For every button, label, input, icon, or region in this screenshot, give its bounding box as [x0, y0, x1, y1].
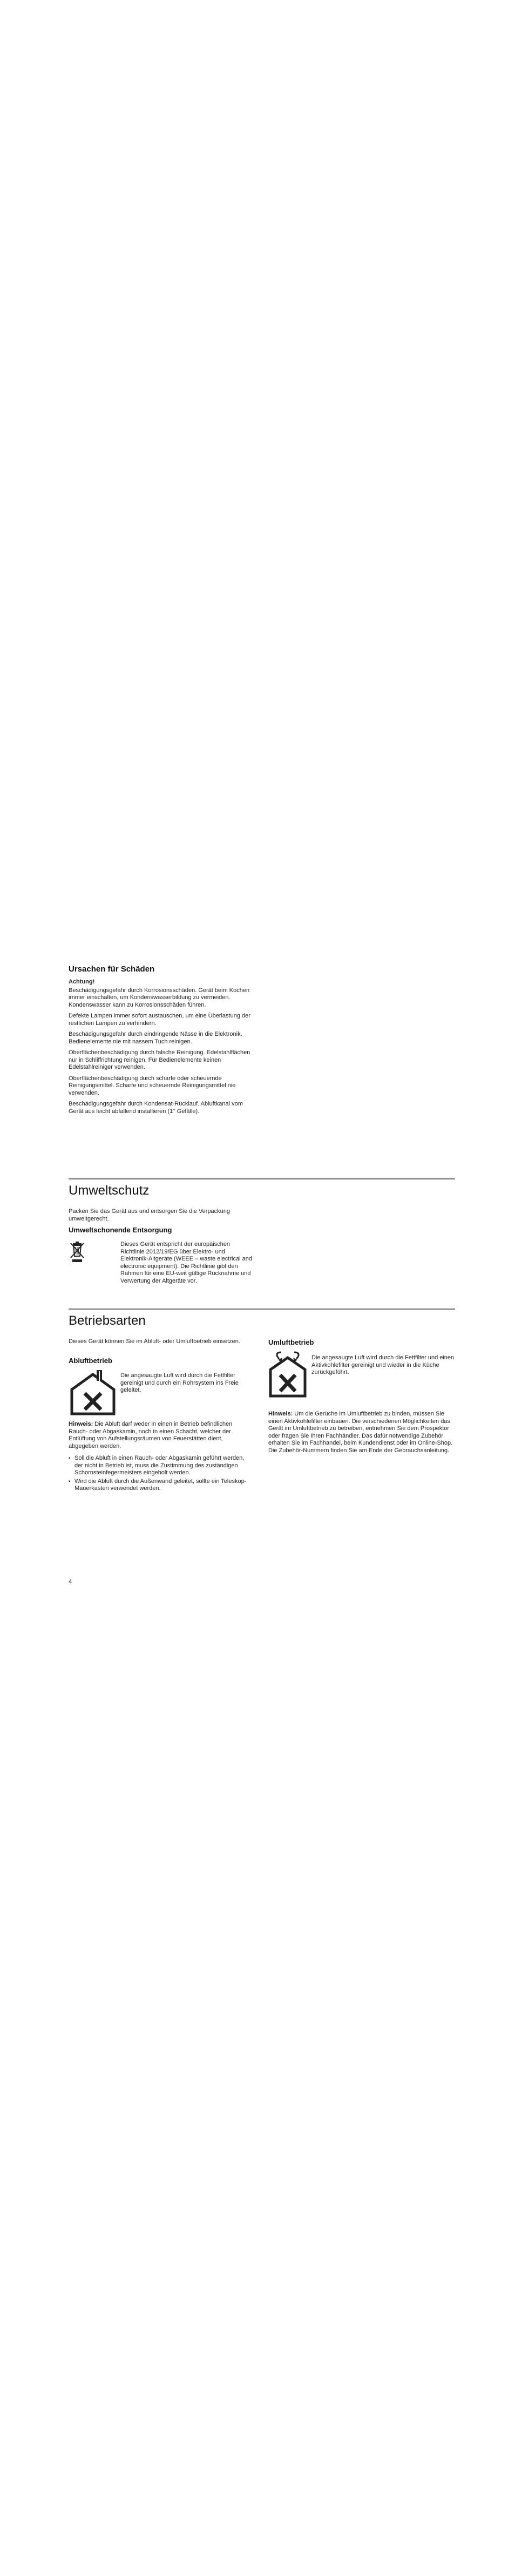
recirculation-note-label: Hinweis: — [268, 1411, 293, 1417]
damage-paragraph: Beschädigungsgefahr durch eindringende Nässe in die Elektronik. Bedienelemente nie mit nassem Tuch reinigen. — [69, 1031, 242, 1045]
attention-label: Achtung! — [69, 979, 95, 985]
damage-paragraph: Oberflächenbeschädigung durch falsche Reinigung. Edelstahlflächen nur in Schliffrichtung reinigen. Für Bedienelemente keinen Edelstahlreiniger verwenden. — [69, 1049, 250, 1070]
section-divider — [69, 1178, 455, 1179]
list-item: ▪ Soll die Abluft in einen Rauch- oder Abgaskamin geführt werden, der nicht in Betrieb ist, muss die Zustimmung des zuständigen Schornsteinfegermeisters eingeholt werden. — [69, 1455, 252, 1477]
page-number: 4 — [69, 1579, 72, 1585]
damage-paragraph: Defekte Lampen immer sofort austauschen, um eine Überlastung der restlichen Lampen zu verhindern. — [69, 1013, 250, 1027]
weee-crossed-bin-icon — [69, 1241, 86, 1263]
recirculation-mode-icon — [268, 1351, 307, 1398]
modes-title: Betriebsarten — [69, 1313, 146, 1328]
disposal-title: Umweltschonende Entsorgung — [69, 1226, 172, 1234]
damage-paragraph: Beschädigungsgefahr durch Korrosionsschäden. Gerät beim Kochen immer einschalten, um Kondenswasserbildung zu vermeiden. Kondenswasser kann zu Korrosionsschäden führen. — [69, 987, 250, 1008]
exhaust-title: Abluftbetrieb — [69, 1357, 112, 1365]
disposal-text: Dieses Gerät entspricht der europäischen Richtlinie 2012/19/EG über Elektro- und Elektronik-Altgeräte (WEEE – waste electrical and electronic equipment). Die Richtlinie gibt den Rahmen für eine EU-weit gültige Rücknahme und Verwertung der Altgeräte vor. — [120, 1241, 252, 1284]
damage-title: Ursachen für Schäden — [69, 965, 155, 974]
recirculation-note-text: Um die Gerüche im Umluftbetrieb zu binden, müssen Sie einen Aktivkohlefilter einbauen. Die verschiedenen Möglichkeiten das Gerät im Umluftbetrieb zu betreiben, entnehmen Sie dem Prospektor oder fragen Sie Ihren Fachhändler. Das dafür notwendige Zubehör erhalten Sie im Fachhandel, beim Kundendienst oder im Online-Shop. Die Zubehör-Nummern finden Sie am Ende der Gebrauchsanleitung. — [268, 1411, 453, 1454]
damage-section — [69, 965, 252, 1119]
list-item: ▪ Wird die Abluft durch die Außenwand geleitet, sollte ein Teleskop-Mauerkasten verwendet werden. — [69, 1478, 252, 1493]
recirculation-description: Die angesaugte Luft wird durch die Fettfilter und einen Aktivkohlefilter gereinigt und wieder in die Küche zurückgeführt. — [311, 1354, 455, 1375]
damage-paragraphs — [69, 987, 252, 1116]
exhaust-note-label: Hinweis: — [69, 1421, 93, 1427]
damage-paragraph: Oberflächenbeschädigung durch scharfe oder scheuernde Reinigungsmittel. Scharfe und scheuernde Reinigungsmittel nie verwenden. — [69, 1075, 236, 1096]
modes-intro: Dieses Gerät können Sie im Abluft- oder Umluftbetrieb einsetzen. — [69, 1338, 240, 1345]
exhaust-note-text: Die Abluft darf weder in einen in Betrieb befindlichen Rauch- oder Abgaskamin, noch in einen Schacht, welcher der Entlüftung von Aufstellungsräumen von Feuerstätten dient, abgegeben werden. — [69, 1421, 233, 1449]
exhaust-bullets — [69, 1455, 252, 1494]
recirculation-title: Umluftbetrieb — [268, 1338, 314, 1346]
exhaust-mode-icon — [69, 1369, 117, 1415]
section-divider — [69, 1309, 455, 1310]
damage-paragraph: Beschädigungsgefahr durch Kondensat-Rücklauf. Abluftkanal vom Gerät aus leicht abfallend installieren (1° Gefälle). — [69, 1101, 243, 1115]
recirculation-note — [268, 1411, 455, 1454]
exhaust-note — [69, 1421, 252, 1450]
environment-intro: Packen Sie das Gerät aus und entsorgen Sie die Verpackung umweltgerecht. — [69, 1208, 231, 1222]
exhaust-description: Die angesaugte Luft wird durch die Fettfilter gereinigt und durch ein Rohrsystem ins Freie geleitet. — [120, 1372, 239, 1393]
environment-title: Umweltschutz — [69, 1183, 150, 1198]
